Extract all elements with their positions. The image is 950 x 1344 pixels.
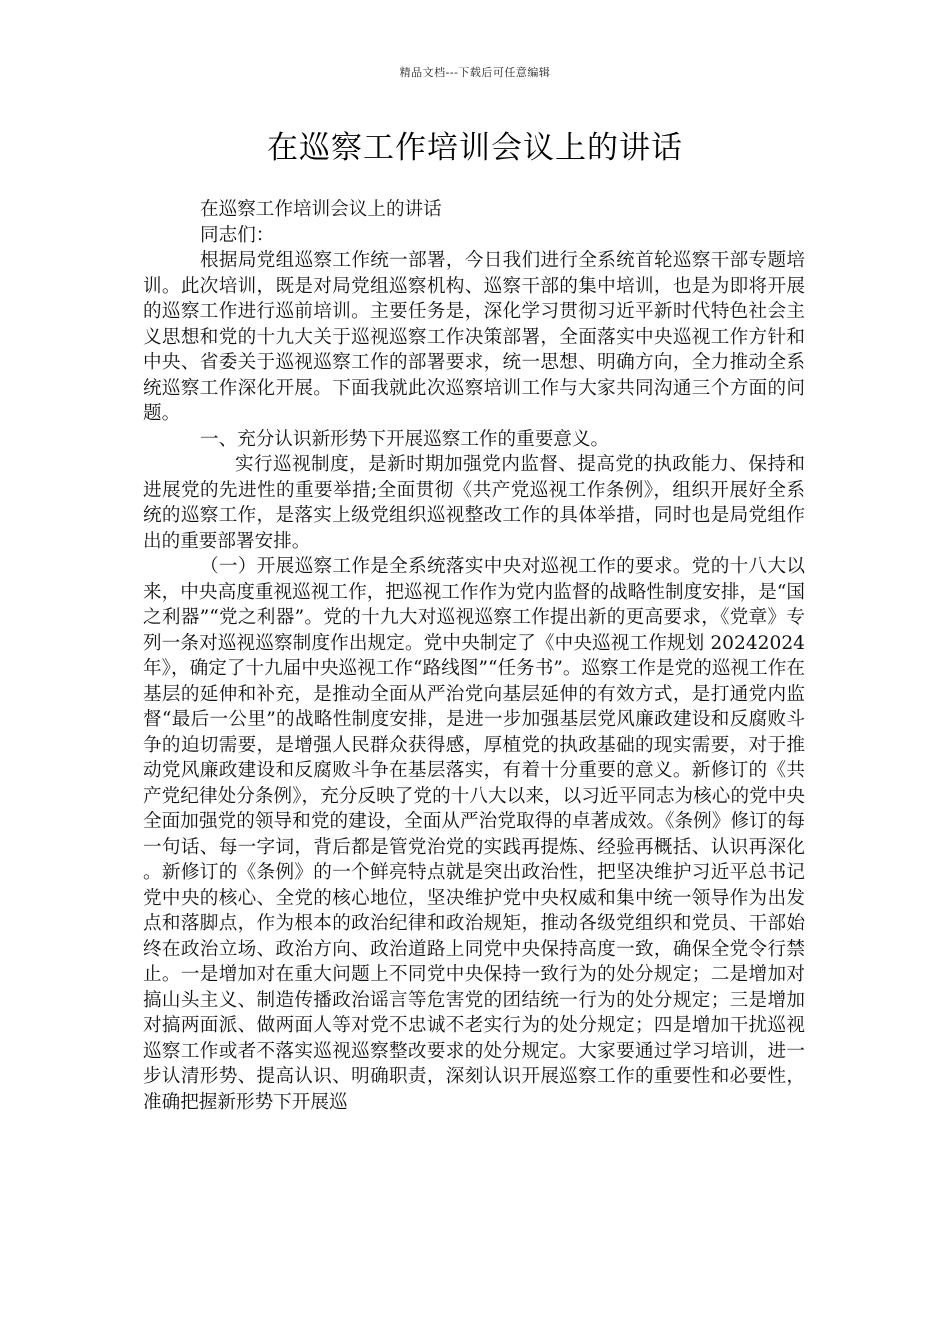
- paragraph-subtitle: 在巡察工作培训会议上的讲话: [200, 199, 442, 220]
- paragraph-subsection-1: （一）开展巡察工作是全系统落实中央对巡视工作的要求。党的十八大以来，中央高度重视巡视工作，把巡视工作作为党内监督的战略性制度安排，是“国之利器”“党之利器”。党的十九大对巡视巡察工作提出新的更高要求，《党章》专列一条对巡视巡察制度作出规定。党中央制定了《中央巡视工作规划 20242024 年》，确定了十九届中央巡视工作“路线图”“任务书”。巡察工作是党的巡视工作在基层的延伸和补充，是推动全面从严治党向基层延伸的有效方式，是打通党内监督“最后一公里”的战略性制度安排，是进一步加强基层党风廉政建设和反腐败斗争的迫切需要，是增强人民群众获得感，厚植党的执政基础的现实需要，对于推动党风廉政建设和反腐败斗争在基层落实，有着十分重要的意义。新修订的《共产党纪律处分条例》，充分反映了党的十八大以来，以习近平同志为核心的党中央全面加强党的领导和党的建设，全面从严治党取得的卓著成效。《条例》修订的每一句话、每一字词，背后都是管党治党的实践再提炼、经验再概括、认识再深化。新修订的《条例》的一个鲜亮特点就是突出政治性，把坚决维护习近平总书记党中央的核心、全党的核心地位，坚决维护党中央权威和集中统一领导作为出发点和落脚点，作为根本的政治纪律和政治规矩，推动各级党组织和党员、干部始终在政治立场、政治方向、政治道路上同党中央保持高度一致，确保全党令行禁止。一是增加对在重大问题上不同党中央保持一致行为的处分规定；二是增加对搞山头主义、制造传播政治谣言等危害党的团结统一行为的处分规定；三是增加对搞两面派、做两面人等对党不忠诚不老实行为的处分规定；四是增加干扰巡视巡察工作或者不落实巡视巡察整改要求的处分规定。大家要通过学习培训，进一步认清形势、提高认识、明确职责，深刻认识开展巡察工作的重要性和必要性，准确把握新形势下开展巡: [143, 556, 805, 1113]
- document-body: [143, 197, 805, 1115]
- document-title: 在巡察工作培训会议上的讲话: [267, 130, 683, 166]
- paragraph-intro: 根据局党组巡察工作统一部署，今日我们进行全系统首轮巡察干部专题培训。此次培训，既是对局党组巡察机构、巡察干部的集中培训，也是为即将开展的巡察工作进行巡前培训。主要任务是，深化学习贯彻习近平新时代特色社会主义思想和党的十九大关于巡视巡察工作决策部署，全面落实中央巡视工作方针和中央、省委关于巡视巡察工作的部署要求，统一思想、明确方向，全力推动全系统巡察工作深化开展。下面我就此次巡察培训工作与大家共同沟通三个方面的问题。: [143, 250, 805, 424]
- paragraph-salutation: 同志们：: [200, 224, 275, 246]
- section-heading-1: 一、充分认识新形势下开展巡察工作的重要意义。: [200, 428, 610, 450]
- paragraph-inspection-system: 实行巡视制度，是新时期加强党内监督、提高党的执政能力、保持和进展党的先进性的重要举措;全面贯彻《共产党巡视工作条例》，组织开展好全系统的巡察工作，是落实上级党组织巡视整改工作的具体举措，同时也是局党组作出的重要部署安排。: [143, 454, 805, 552]
- header-note: 精品文档---下载后可任意编辑: [399, 66, 551, 79]
